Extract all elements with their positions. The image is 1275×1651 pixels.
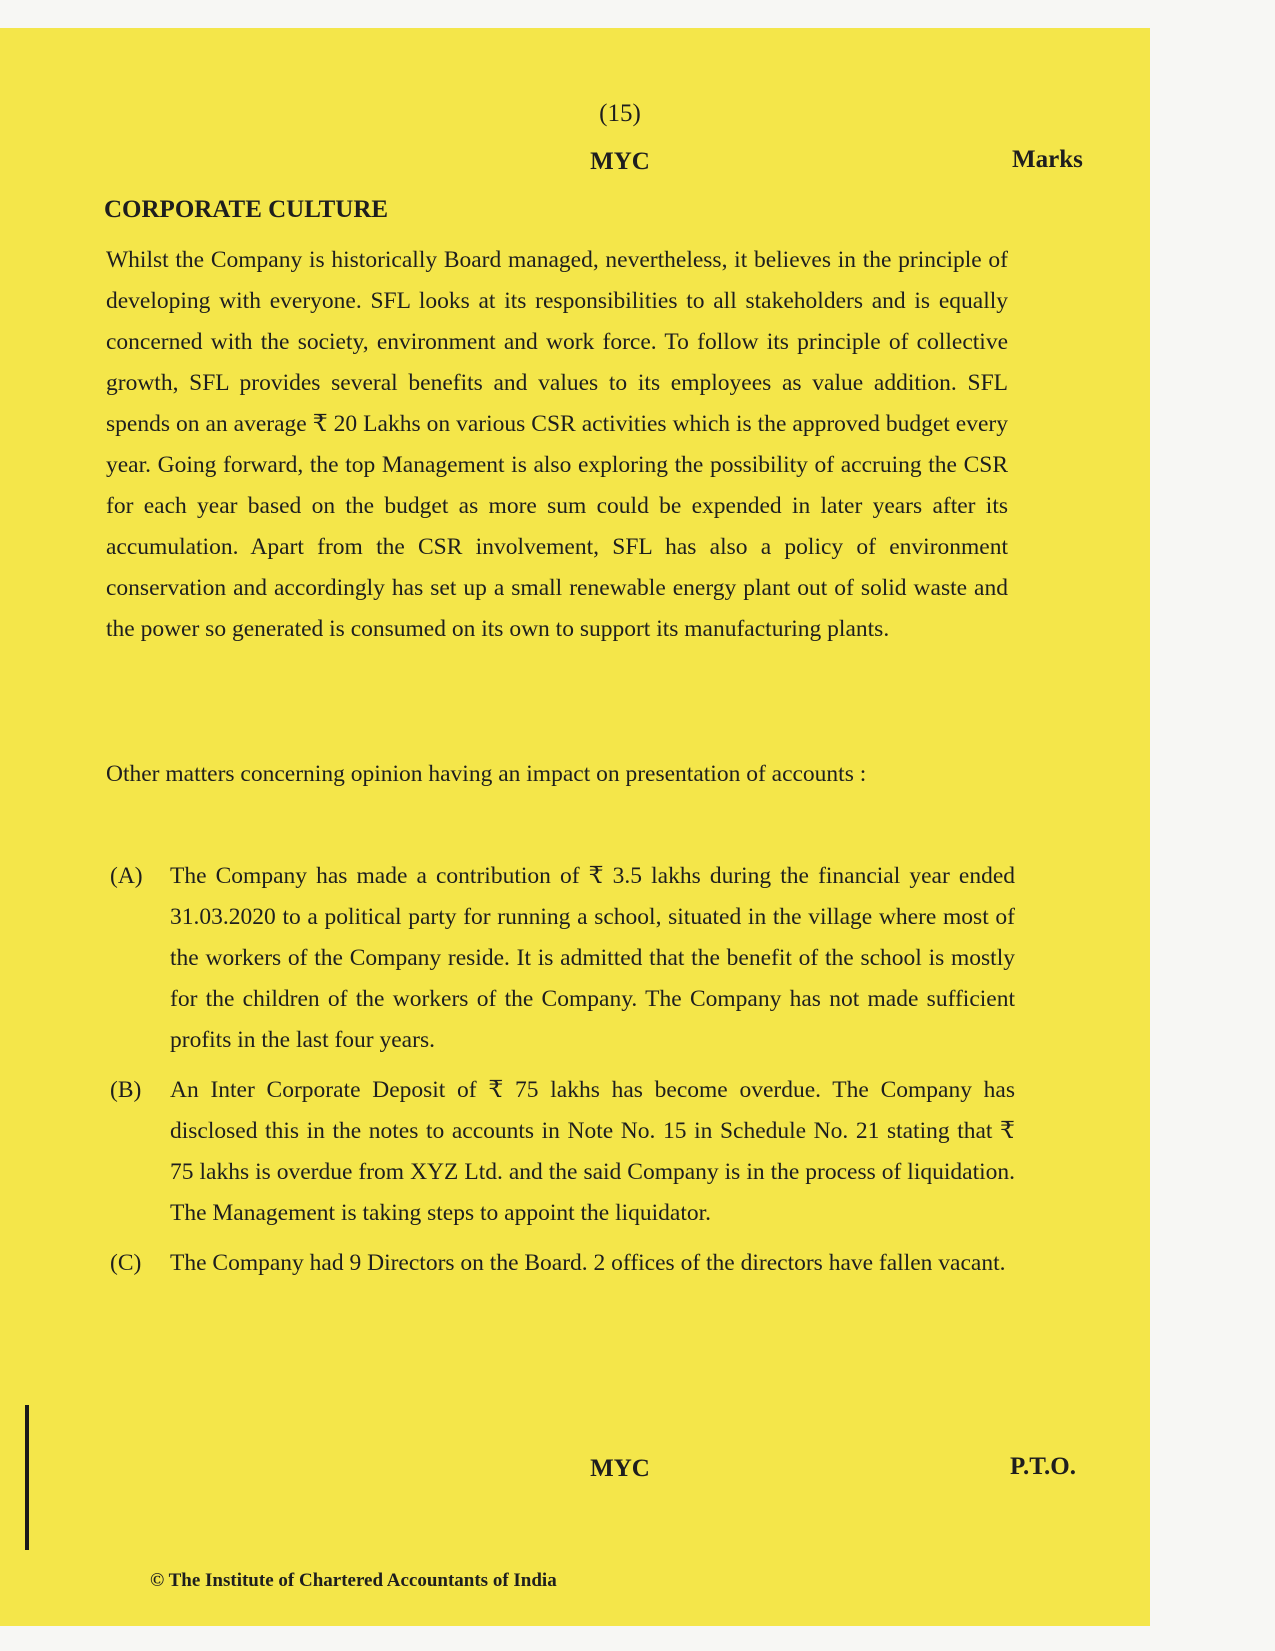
page-number: (15) xyxy=(599,100,641,127)
list-item xyxy=(110,856,1015,1061)
item-text: The Company has made a contribution of ₹ 3.5 lakhs during the financial year ended 31.03.2020 to a political party for running a school, situated in the village where most of the workers of the Company reside. It is admitted that the benefit of the school is mostly for the children of the workers of the Company. The Company has not made sufficient profits in the last four years. xyxy=(170,863,1015,1053)
item-label: (B) xyxy=(110,1077,142,1103)
item-label: (A) xyxy=(110,863,143,889)
matters-list xyxy=(110,856,1015,1293)
item-text: The Company had 9 Directors on the Board. 2 offices of the directors have fallen vacant. xyxy=(170,1250,1006,1276)
header-paper-code: MYC xyxy=(590,148,650,175)
other-matters-intro: Other matters concerning opinion having an impact on presentation of accounts : xyxy=(106,761,867,787)
footer-paper-code: MYC xyxy=(590,1455,650,1482)
section-title: CORPORATE CULTURE xyxy=(104,196,389,223)
marks-column-label: Marks xyxy=(1012,146,1083,173)
list-item xyxy=(110,1243,1015,1284)
please-turn-over: P.T.O. xyxy=(1010,1453,1076,1480)
item-label: (C) xyxy=(110,1250,142,1276)
copyright-notice: © The Institute of Chartered Accountants of India xyxy=(150,1570,557,1591)
case-study-paragraph: Whilst the Company is historically Board managed, nevertheless, it believes in the principle of developing with everyone. SFL looks at its responsibilities to all stakeholders and is equally concerned with the society, environment and work force. To follow its principle of collective growth, SFL provides several benefits and values to its employees as value addition. SFL spends on an average ₹ 20 Lakhs on various CSR activities which is the approved budget every year. Going forward, the top Management is also exploring the possibility of accruing the CSR for each year based on the budget as more sum could be expended in later years after its accumulation. Apart from the CSR involvement, SFL has also a policy of environment conservation and accordingly has set up a small renewable energy plant out of solid waste and the power so generated is consumed on its own to support its manufacturing plants. xyxy=(106,247,1008,642)
item-text: An Inter Corporate Deposit of ₹ 75 lakhs has become overdue. The Company has disclosed this in the notes to accounts in Note No. 15 in Schedule No. 21 stating that ₹ 75 lakhs is overdue from XYZ Ltd. and the said Company is in the process of liquidation. The Management is taking steps to appoint the liquidator. xyxy=(170,1077,1015,1226)
list-item xyxy=(110,1070,1015,1234)
